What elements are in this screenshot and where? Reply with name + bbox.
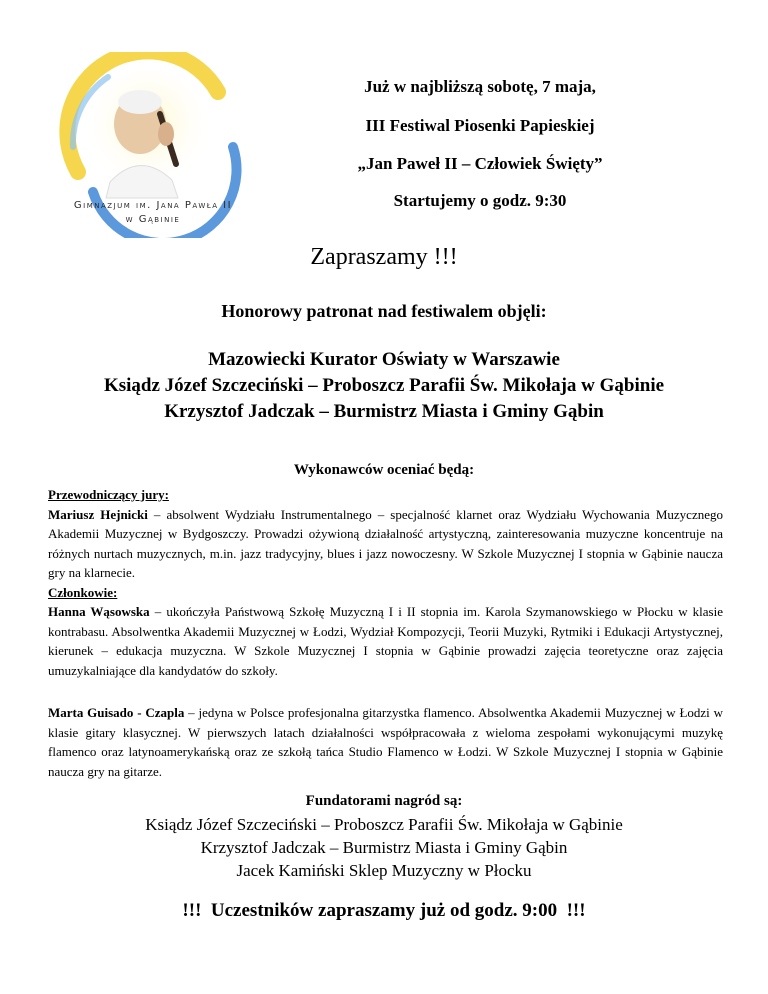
- invite-heading: Zapraszamy !!!: [310, 244, 458, 270]
- patron-item: Mazowiecki Kurator Oświaty w Warszawie: [208, 349, 560, 370]
- jury-chair-paragraph: [48, 505, 723, 583]
- logo-school-town: w Gąbinie: [125, 214, 181, 225]
- announcement-date: Już w najbliższą sobotę, 7 maja,: [364, 77, 596, 96]
- final-note: !!! Uczestników zapraszamy już od godz. 9:00 !!!: [182, 900, 586, 921]
- sponsor-item: Jacek Kamiński Sklep Muzyczny w Płocku: [236, 861, 532, 880]
- jury-member-bio: – ukończyła Państwową Szkołę Muzyczną I i II stopnia im. Karola Szymanowskiego w Płocku w klasie kontrabasu. Absolwentka Akademii Muzycznej w Łodzi, Wydział Kompozycji, Teorii Muzyki, Rytmiki i Edukacji Artystycznej, kierunek – edukacja muzyczna. W Szkole Muzycznej I stopnia w Gąbinie prowadzi zajęcia teoretyczne oraz zajęcia umuzykalniające dla kandydatów do szkoły.: [48, 604, 723, 678]
- jury-member-name: Marta Guisado - Czapla: [48, 705, 185, 720]
- logo-school-name: Gimnazjum im. Jana Pawła II: [73, 200, 233, 211]
- jury-heading: Wykonawców oceniać będą:: [293, 462, 475, 478]
- patronage-heading: Honorowy patronat nad festiwalem objęli:: [221, 301, 547, 321]
- sponsors-heading: Fundatorami nagród są:: [305, 793, 463, 809]
- festival-name: III Festiwal Piosenki Papieskiej: [365, 116, 595, 135]
- jury-chair-bio: – absolwent Wydziału Instrumentalnego – specjalność klarnet oraz Wydziału Wychowania Muzycznego Akademii Muzycznej w Bydgoszczy. Prowadzi ożywioną działalność artystyczną, zainteresowania muzyczne koncentruje na różnych nurtach muzycznych, m.in. jazz tradycyjny, blues i jazz nowoczesny. W Szkole Muzycznej I stopnia w Gąbinie naucza gry na klarnecie.: [48, 506, 723, 580]
- sponsor-item: Ksiądz Józef Szczeciński – Proboszcz Parafii Św. Mikołaja w Gąbinie: [145, 815, 623, 834]
- patron-item: Ksiądz Józef Szczeciński – Proboszcz Parafii Św. Mikołaja w Gąbinie: [103, 375, 665, 396]
- festival-motto: „Jan Paweł II – Człowiek Święty”: [357, 154, 603, 173]
- start-time: Startujemy o godz. 9:30: [393, 191, 567, 210]
- jury-chair-label: Przewodniczący jury:: [48, 487, 169, 502]
- patron-item: Krzysztof Jadczak – Burmistrz Miasta i Gminy Gąbin: [164, 401, 604, 422]
- school-logo: [48, 52, 258, 238]
- jury-chair-name: Mariusz Hejnicki: [48, 506, 148, 522]
- jury-members-label: Członkowie:: [48, 584, 118, 600]
- jury-member-paragraph: [48, 703, 723, 781]
- jury-member-bio: – jedyna w Polsce profesjonalna gitarzystka flamenco. Absolwentka Akademii Muzycznej w Łodzi w klasie gitary klasycznej. W pierwszych latach działalności współpracowała z wieloma zespołami wykonującymi muzykę flamenco oraz latynoamerykańską oraz ze szkołą tańca Studio Flamenco w Łodzi. W Szkole Muzycznej I stopnia w Gąbinie naucza gry na gitarze.: [48, 705, 723, 779]
- jury-description: [48, 485, 723, 680]
- jury-member-paragraph: [48, 602, 723, 680]
- sponsor-item: Krzysztof Jadczak – Burmistrz Miasta i Gminy Gąbin: [200, 838, 568, 857]
- jury-member-name: Hanna Wąsowska: [48, 604, 150, 619]
